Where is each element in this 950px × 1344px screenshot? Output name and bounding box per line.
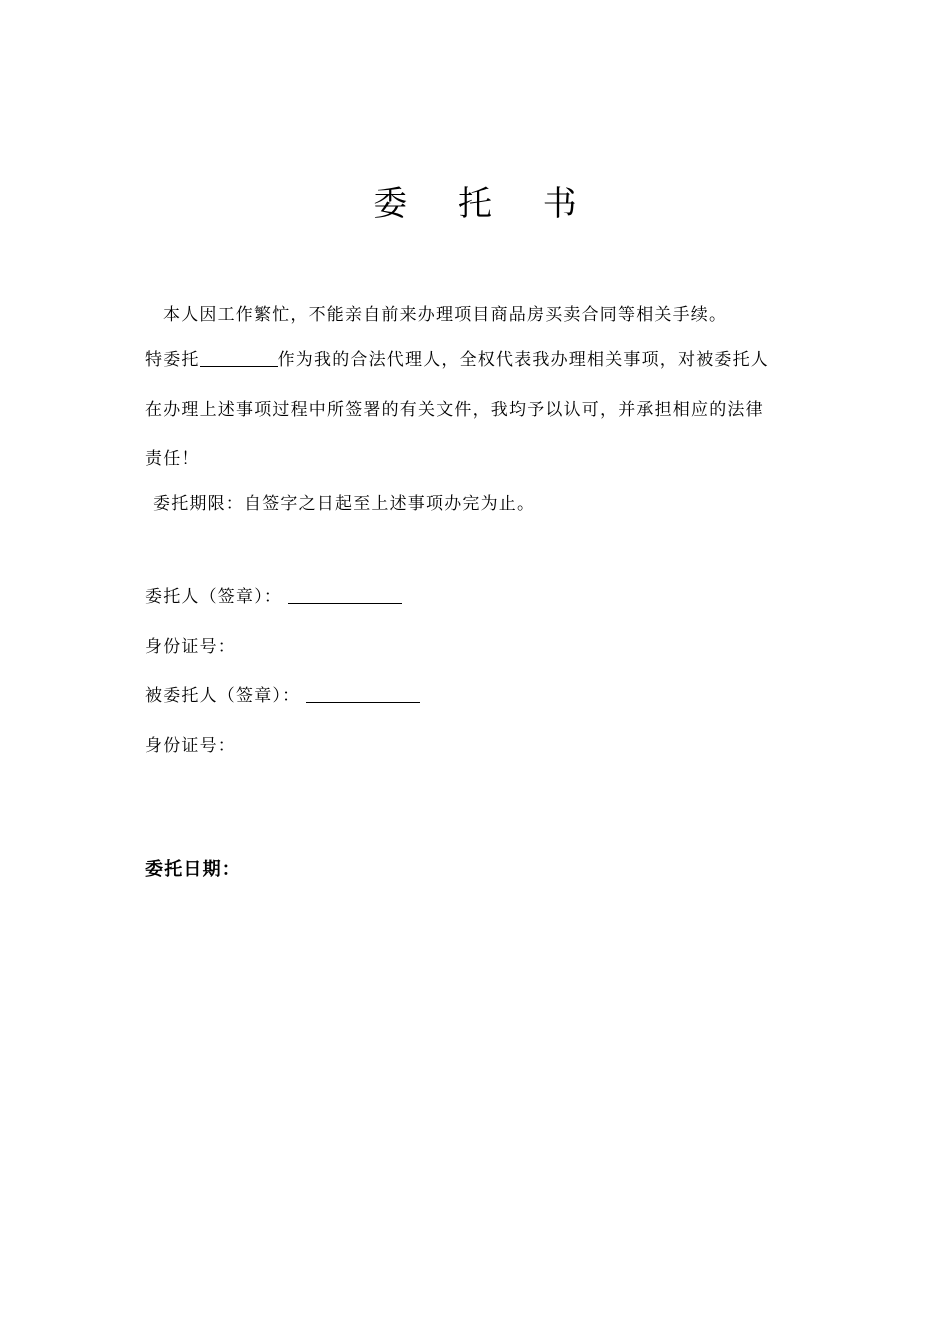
paragraph-line-2-prefix: 特委托 bbox=[145, 350, 200, 370]
agent-signature-blank bbox=[306, 685, 420, 703]
paragraph-line-2 bbox=[145, 345, 769, 370]
paragraph-line-3: 在办理上述事项过程中所签署的有关文件，我均予以认可，并承担相应的法律 bbox=[145, 400, 764, 420]
agent-signature-line bbox=[145, 681, 420, 706]
term-line: 委托期限：自签字之日起至上述事项办完为止。 bbox=[153, 494, 536, 514]
paragraph-line-2-suffix: 作为我的合法代理人，全权代表我办理相关事项，对被委托人 bbox=[277, 350, 770, 370]
paragraph-line-4: 责任！ bbox=[145, 449, 200, 469]
principal-signature-line bbox=[145, 582, 402, 607]
principal-id-line: 身份证号： bbox=[145, 637, 236, 657]
paragraph-line-1: 本人因工作繁忙，不能亲自前来办理项目商品房买卖合同等相关手续。 bbox=[163, 305, 728, 325]
agent-name-blank bbox=[200, 349, 278, 367]
document-title: 委 托 书 bbox=[373, 184, 597, 224]
agent-signature-label: 被委托人（签章）： bbox=[145, 686, 301, 706]
principal-signature-blank bbox=[288, 586, 402, 604]
agent-id-line: 身份证号： bbox=[145, 736, 236, 756]
principal-signature-label: 委托人（签章）： bbox=[145, 587, 283, 607]
date-label: 委托日期： bbox=[145, 859, 241, 880]
